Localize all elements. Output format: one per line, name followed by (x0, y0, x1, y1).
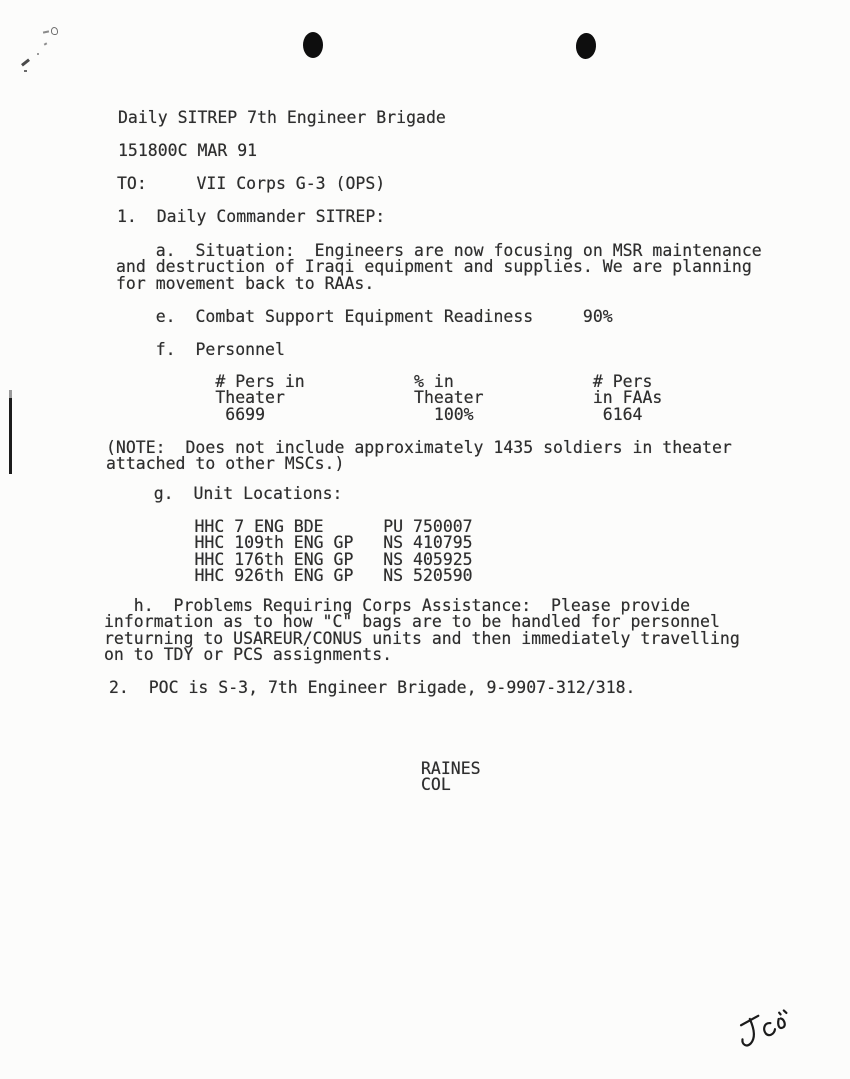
document-title (118, 110, 446, 126)
text-line: 2. POC is S-3, 7th Engineer Brigade, 9-9907-312/318. (109, 678, 636, 697)
text-line: (NOTE: Does not include approximately 1435 soldiers in theater (106, 438, 732, 457)
signature-rank: COL (421, 775, 451, 795)
unit-location-list (115, 519, 473, 585)
hole-punch-dot-left (303, 32, 323, 58)
hole-punch-dot-right (575, 32, 597, 59)
unit-location-row: HHC 176th ENG GP NS 405925 (115, 549, 473, 569)
pencil-mark (24, 70, 27, 72)
paragraph-h-problems (104, 598, 740, 664)
text-line: returning to USAREUR/CONUS units and then immediately travelling (104, 628, 740, 648)
unit-location-row: HHC 926th ENG GP NS 520590 (115, 566, 473, 586)
text-line: attached to other MSCs.) (106, 454, 345, 474)
paragraph-g-unit-locations (114, 486, 342, 502)
table-header-row: Theater Theater in FAAs (116, 388, 663, 408)
text-line: and destruction of Iraqi equipment and supplies. We are planning (116, 257, 752, 277)
signature-name: RAINES (421, 759, 481, 778)
text-line: a. Situation: Engineers are now focusing on MSR maintenance (116, 241, 762, 260)
text-line: g. Unit Locations: (114, 484, 343, 503)
table-header-row: # Pers in % in # Pers (116, 372, 653, 391)
paragraph-2-poc (109, 680, 636, 696)
text-line: e. Combat Support Equipment Readiness 90% (116, 307, 613, 326)
unit-location-row: HHC 7 ENG BDE PU 750007 (115, 517, 473, 536)
text-line: h. Problems Requiring Corps Assistance: Please provide (104, 596, 691, 615)
text-line: 1. Daily Commander SITREP: (117, 207, 386, 226)
pencil-mark (37, 53, 39, 55)
pencil-mark (21, 59, 30, 67)
text-line: for movement back to RAAs. (116, 273, 375, 293)
table-value-row: 6699 100% 6164 (116, 404, 643, 424)
text-line: on to TDY or PCS assignments. (104, 645, 393, 665)
text-line: information as to how "C" bags are to be handled for personnel (104, 612, 720, 632)
text-line: f. Personnel (116, 340, 285, 359)
title-line: Daily SITREP 7th Engineer Brigade (118, 108, 446, 127)
personnel-table (116, 374, 662, 423)
pencil-mark (43, 30, 49, 33)
note-paragraph (106, 440, 732, 473)
pencil-mark (51, 27, 58, 35)
paragraph-e-equipment-readiness (116, 309, 613, 325)
pencil-mark (44, 42, 48, 45)
paragraph-a-situation (116, 243, 762, 292)
addressee (117, 176, 385, 192)
handwritten-initials (731, 995, 803, 1057)
left-margin-line (9, 398, 12, 474)
unit-location-row: HHC 109th ENG GP NS 410795 (115, 533, 473, 553)
signature-block (421, 761, 481, 794)
dtg-line: 151800C MAR 91 (118, 141, 258, 160)
to-line: TO: VII Corps G-3 (OPS) (117, 174, 386, 193)
date-time-group (118, 143, 257, 159)
paragraph-f-personnel (116, 342, 285, 358)
paragraph-1-heading (117, 209, 385, 225)
